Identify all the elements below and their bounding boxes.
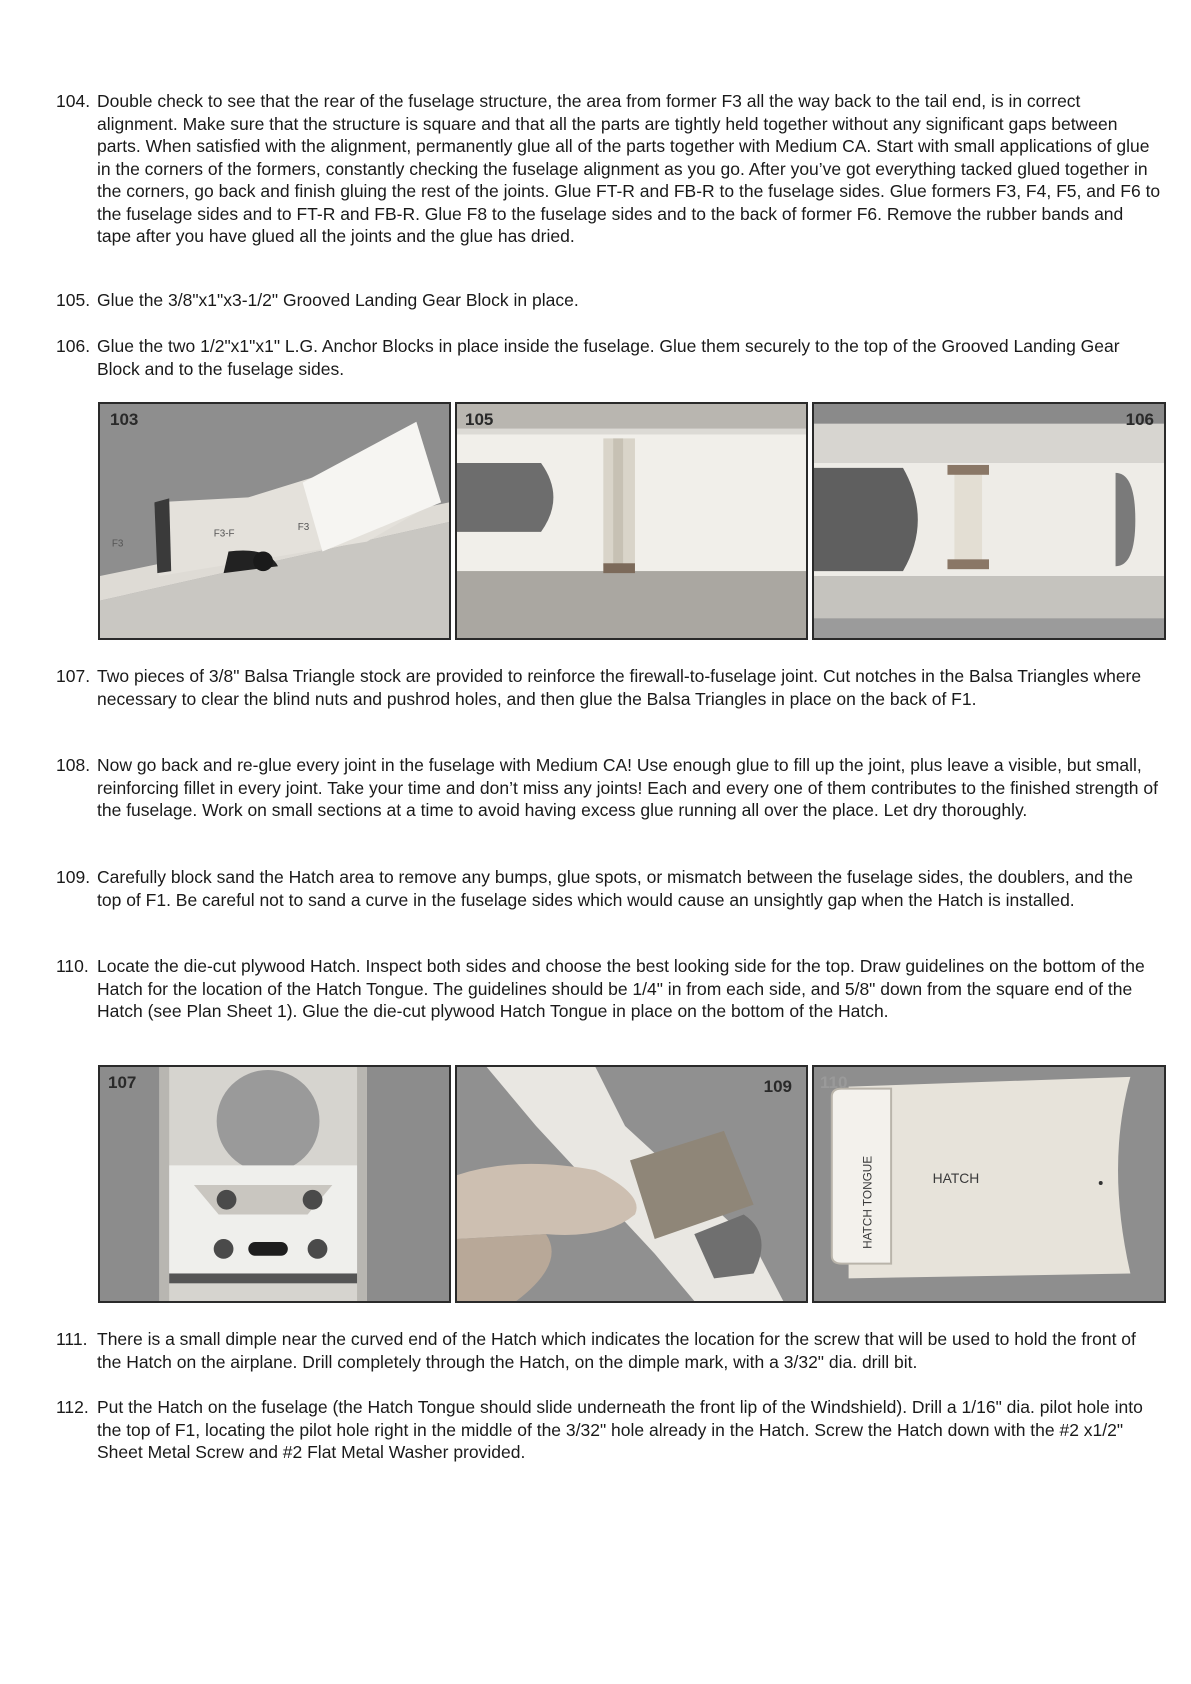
photo-109-image: [457, 1067, 806, 1301]
step-108: [56, 754, 1162, 822]
photo-103: [98, 402, 451, 640]
photo-number: 103: [110, 410, 139, 429]
step-109: [56, 866, 1162, 911]
photo-103-image: [100, 404, 449, 638]
step-text: Glue the two 1/2"x1"x1" L.G. Anchor Blocks in place inside the fuselage. Glue them securely to the top of the Grooved Landing Gear Block and to the fuselage sides.: [97, 336, 1120, 379]
step-110: [56, 955, 1162, 1023]
photo-110-hatch-label: HATCH: [932, 1171, 980, 1187]
photo-106-image: [814, 404, 1164, 638]
photo-number: 109: [763, 1077, 792, 1096]
photo-106: [812, 402, 1166, 640]
step-text: Put the Hatch on the fuselage (the Hatch Tongue should slide underneath the front lip of the Windshield). Drill a 1/16" dia. pilot hole into the top of F1, locating the pilot hole right in the middle of the 3/32" hole already in the Hatch. Screw the Hatch down with the #2 x1/2" Sheet Metal Screw and #2 Flat Metal Washer provided.: [97, 1397, 1143, 1462]
photo-107-image: [100, 1067, 449, 1301]
photo-number: 110: [820, 1073, 848, 1092]
step-text: Carefully block sand the Hatch area to remove any bumps, glue spots, or mismatch between the fuselage sides, the doublers, and the top of F1. Be careful not to sand a curve in the fuselage sides which would cause an unsightly gap when the Hatch is installed.: [97, 867, 1133, 910]
photo-103-part-label: F3: [297, 521, 310, 533]
step-number: 106.: [56, 336, 91, 356]
step-text: Glue the 3/8"x1"x3-1/2" Grooved Landing Gear Block in place.: [97, 290, 579, 310]
step-number: 104.: [56, 91, 91, 111]
step-number: 110.: [56, 956, 89, 976]
photo-110-image: [814, 1067, 1164, 1301]
step-112: [56, 1396, 1162, 1464]
step-106: [56, 335, 1162, 380]
photo-105: [455, 402, 808, 640]
step-number: 107.: [56, 666, 91, 686]
photo-110-tongue-label: HATCH TONGUE: [860, 1155, 875, 1249]
photo-110: [812, 1065, 1166, 1303]
step-text: There is a small dimple near the curved end of the Hatch which indicates the location for the screw that will be used to hold the front of the Hatch on the airplane. Drill completely through the Hatch, on the dimple mark, with a 3/32" dia. drill bit.: [97, 1329, 1136, 1372]
step-text: Double check to see that the rear of the fuselage structure, the area from former F3 all the way back to the tail end, is in correct alignment. Make sure that the structure is square and that all the parts are tightly held together without any significant gaps between parts. When satisfied with the alignment, permanently glue all of the parts together with Medium CA. Start with small applications of glue in the corners of the formers, constantly checking the fuselage alignment as you go. After you’ve got everything tacked glued together in the corners, go back and finish gluing the rest of the joints. Glue FT-R and FB-R to the fuselage sides. Glue formers F3, F4, F5, and F6 to the fuselage sides and to FT-R and FB-R. Glue F8 to the fuselage sides and to the back of former F6. Remove the rubber bands and tape after you have glued all the joints and the glue has dried.: [97, 91, 1161, 246]
step-111: [56, 1328, 1162, 1373]
step-104: [56, 90, 1162, 248]
photo-row-2: [98, 1065, 1166, 1303]
photo-number: 107: [108, 1073, 137, 1092]
step-105: [56, 289, 1162, 312]
photo-105-image: [457, 404, 806, 638]
step-text: Locate the die-cut plywood Hatch. Inspect both sides and choose the best looking side for the top. Draw guidelines on the bottom of the Hatch for the location of the Hatch Tongue. The guidelines should be 1/4" in from each side, and 5/8" down from the square end of the Hatch (see Plan Sheet 1). Glue the die-cut plywood Hatch Tongue in place on the bottom of the Hatch.: [97, 956, 1145, 1021]
photo-103-part-label: F3-F: [213, 528, 235, 540]
step-number: 112.: [56, 1397, 89, 1417]
photo-109: [455, 1065, 808, 1303]
photo-103-part-label: F3: [111, 538, 124, 550]
step-number: 108.: [56, 755, 91, 775]
photo-number: 106: [1125, 410, 1154, 429]
step-number: 111.: [56, 1329, 88, 1349]
photo-number: 105: [465, 410, 494, 429]
step-107: [56, 665, 1162, 710]
step-number: 105.: [56, 290, 91, 310]
step-text: Two pieces of 3/8" Balsa Triangle stock are provided to reinforce the firewall-to-fuselage joint. Cut notches in the Balsa Triangles where necessary to clear the blind nuts and pushrod holes, and then glue the Balsa Triangles in place on the back of F1.: [97, 666, 1142, 709]
photo-107: [98, 1065, 451, 1303]
step-text: Now go back and re-glue every joint in the fuselage with Medium CA! Use enough glue to fill up the joint, plus leave a visible, but small, reinforcing fillet in every joint. Take your time and don’t miss any joints! Each and every one of them contributes to the finished strength of the fuselage. Work on small sections at a time to avoid having excess glue running all over the place. Let dry thoroughly.: [97, 755, 1158, 820]
photo-row-1: [98, 402, 1166, 640]
step-number: 109.: [56, 867, 91, 887]
